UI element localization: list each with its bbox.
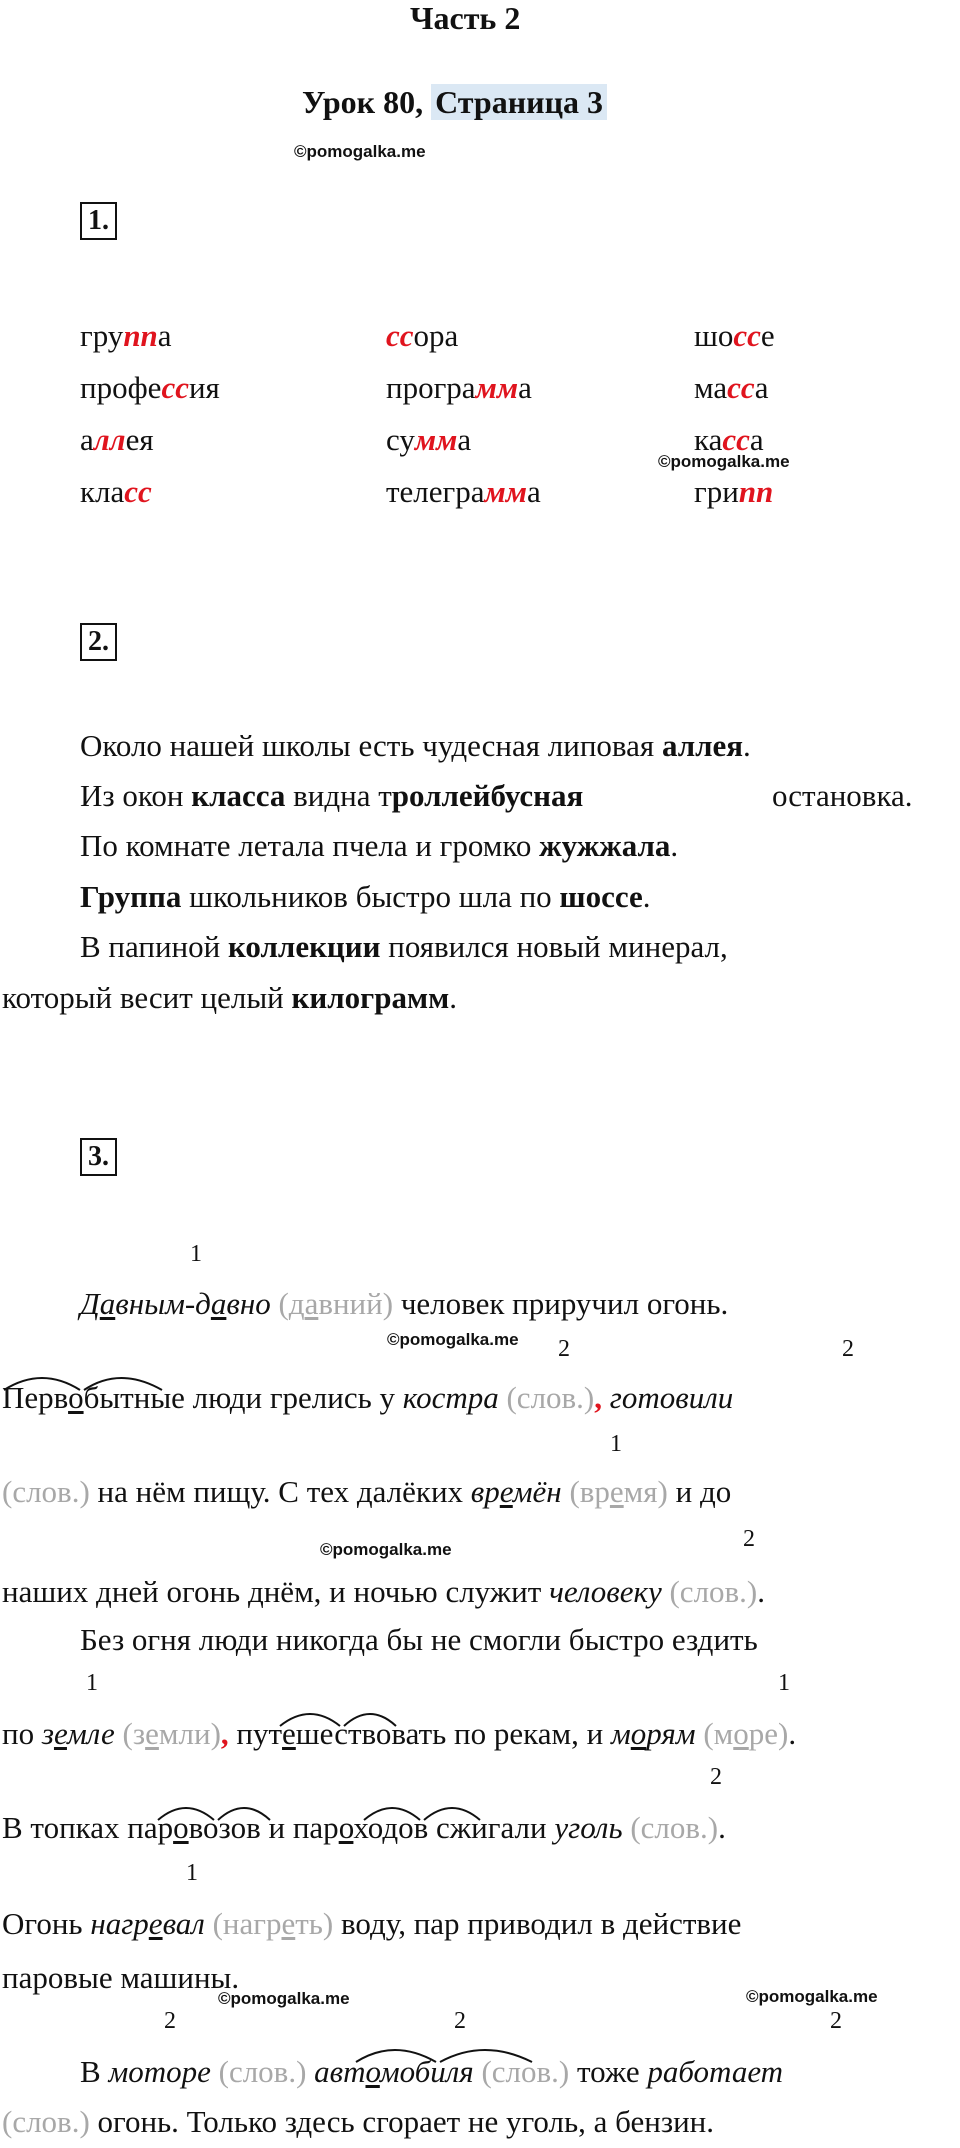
text: воду, пар приводил в действие [341,1906,742,1941]
analyzed-word: автомобиля [314,2054,474,2089]
task3-line-8 [2,1906,741,1942]
analyzed-word: земле [41,1716,115,1751]
analyzed-word: нагревал [90,1906,205,1941]
part-title: Часть 2 [410,0,521,36]
word-part: шо [694,318,734,353]
text: Огонь [2,1906,91,1941]
word-item [694,310,775,362]
text: . [788,1716,797,1751]
morph-mark-1: 1 [190,1241,202,1267]
text: По комнате летала пчела и громко [80,828,540,863]
text: который весит целый [2,980,292,1015]
check-word: (слов.) [506,1380,595,1415]
word-item [386,310,541,362]
task2-line-4 [80,879,651,915]
double-consonant: мм [475,370,519,405]
task3-number: 3. [80,1138,117,1176]
task1-number: 1. [80,202,117,240]
task3-line-6 [2,1716,796,1752]
watermark: ©pomogalka.me [746,1987,878,2006]
text: тоже [576,2054,648,2089]
answer-word: коллекции [227,929,381,964]
word-part: а [754,370,769,405]
check-word: (время) [569,1474,668,1509]
text: появился новый минерал, [380,929,728,964]
word-part: ма [694,370,728,405]
word-part: а [157,318,172,353]
text: и до [675,1474,732,1509]
check-word: (слов.) [481,2054,570,2089]
text: огонь. Только здесь сгорает не уголь, а бензин. [97,2104,715,2139]
word-item [386,362,541,414]
check-word: (давний) [278,1286,394,1321]
morph-mark-2: 2 [710,1764,722,1790]
word-item [386,466,541,518]
text: на нём пищу. С тех далёких [97,1474,471,1509]
text: Из окон [80,778,192,813]
task3-line-9: паровые машины. [2,1960,240,1995]
morph-mark-2: 2 [842,1336,854,1362]
word-part: гри [694,474,739,509]
analyzed-word: костра [402,1380,499,1415]
text: путешествовать по рекам, и [236,1716,611,1751]
double-consonant: мм [484,474,527,509]
morph-mark-2: 2 [830,2008,842,2034]
text: . [718,1810,726,1845]
word-item [80,466,220,518]
text: . [743,728,751,763]
double-consonant: лл [93,422,126,457]
text: школьников быстро шла по [181,879,560,914]
word-item [694,466,775,518]
double-consonant: сс [722,422,750,457]
text: В папиной [80,929,228,964]
answer-word: аллея [661,728,744,763]
task2-number: 2. [80,623,117,661]
answer-word: роллейбусная [391,778,584,813]
analyzed-word: морям [610,1716,696,1751]
word-part: а [457,422,472,457]
text: наших дней огонь днём, и ночью служит [2,1574,550,1609]
check-word: (слов.) [2,2104,90,2139]
word-part: ия [188,370,220,405]
punctuation-mark: , [220,1716,229,1751]
watermark: ©pomogalka.me [218,1989,350,2008]
double-consonant: пп [123,318,158,353]
double-consonant: мм [414,422,458,457]
morph-mark-1: 1 [186,1860,198,1886]
check-word: (нагреть) [212,1906,334,1941]
morph-mark-1: 1 [86,1670,98,1696]
text: . [449,980,457,1015]
text: Около нашей школы есть чудесная липовая [80,728,662,763]
double-consonant: пп [738,474,774,509]
check-word: (слов.) [630,1810,719,1845]
analyzed-word: человеку [549,1574,662,1609]
analyzed-word: Давным-давно [80,1286,271,1321]
answer-word: жужжала [539,828,671,863]
word-part: гру [80,318,124,353]
text: . [757,1574,765,1609]
check-word: (слов.) [218,2054,307,2089]
watermark: ©pomogalka.me [294,142,426,161]
word-item [80,414,220,466]
text: В топках паровозов и пароходов сжигали [2,1810,555,1845]
text: В [80,2054,109,2089]
analyzed-word: готовили [609,1380,734,1415]
task3-line-5: Без огня люди никогда бы не смогли быстро ездить [80,1622,758,1657]
task2-line-2 [80,778,583,814]
morph-mark-1: 1 [778,1670,790,1696]
task3-line-7 [2,1810,726,1846]
page-number: Страница 3 [431,84,607,120]
word-part: ора [413,318,459,353]
double-consonant: сс [727,370,755,405]
word-part: профе [80,370,162,405]
word-item [386,414,541,466]
task2-line-2-end: остановка. [772,778,913,813]
morph-mark-2: 2 [558,1336,570,1362]
word-part: а [80,422,94,457]
task3-line-2 [2,1380,733,1416]
watermark: ©pomogalka.me [658,452,790,471]
double-consonant: сс [124,474,152,509]
answer-word: килограмм [291,980,450,1015]
answer-word: класса [191,778,286,813]
check-word: (земли) [122,1716,221,1751]
morph-mark-1: 1 [610,1431,622,1457]
double-consonant: сс [733,318,761,353]
word-part: а [749,422,764,457]
task3-line-4 [2,1574,765,1610]
analyzed-word: моторе [108,2054,211,2089]
double-consonant: сс [386,318,414,353]
morph-mark-2: 2 [164,2008,176,2034]
analyzed-word: работает [647,2054,784,2089]
task3-line-10 [80,2054,783,2090]
word-item [80,362,220,414]
task2-line-5 [80,929,728,965]
check-word: (море) [703,1716,789,1751]
check-word: (слов.) [2,1474,90,1509]
task1-column-1 [80,310,220,518]
lesson-title [302,84,607,121]
answer-word: Группа [80,879,182,914]
task3-line-11 [2,2104,714,2140]
word-part: а [518,370,532,405]
check-word: (слов.) [669,1574,758,1609]
task2-line-3 [80,828,678,864]
word-part: ея [125,422,154,457]
text: видна т [285,778,392,813]
word-item [694,362,775,414]
task2-line-6 [2,980,457,1016]
text: . [670,828,679,863]
task1-column-3 [694,310,775,518]
word-part: е [760,318,775,353]
task3-line-1 [80,1286,728,1322]
word-part: телегра [386,474,485,509]
double-consonant: сс [161,370,189,405]
text: Первобытные люди грелись у [2,1380,403,1415]
task3-line-3 [2,1474,731,1510]
word-part: ка [694,422,723,457]
text: человек приручил огонь. [400,1286,729,1321]
analyzed-word: уголь [554,1810,623,1845]
morph-mark-2: 2 [454,2008,466,2034]
word-part: кла [80,474,125,509]
morph-mark-2: 2 [743,1526,755,1552]
word-part: програ [386,370,476,405]
analyzed-word: времён [470,1474,562,1509]
word-item [80,310,220,362]
task1-column-2 [386,310,541,518]
punctuation-mark: , [594,1380,602,1415]
task2-line-1 [80,728,751,764]
watermark: ©pomogalka.me [320,1540,452,1559]
watermark: ©pomogalka.me [387,1330,519,1349]
word-part: су [386,422,415,457]
answer-word: шоссе [559,879,643,914]
lesson-number: Урок 80, [302,84,424,120]
text: по [2,1716,42,1751]
word-part: а [527,474,541,509]
text: . [642,879,651,914]
